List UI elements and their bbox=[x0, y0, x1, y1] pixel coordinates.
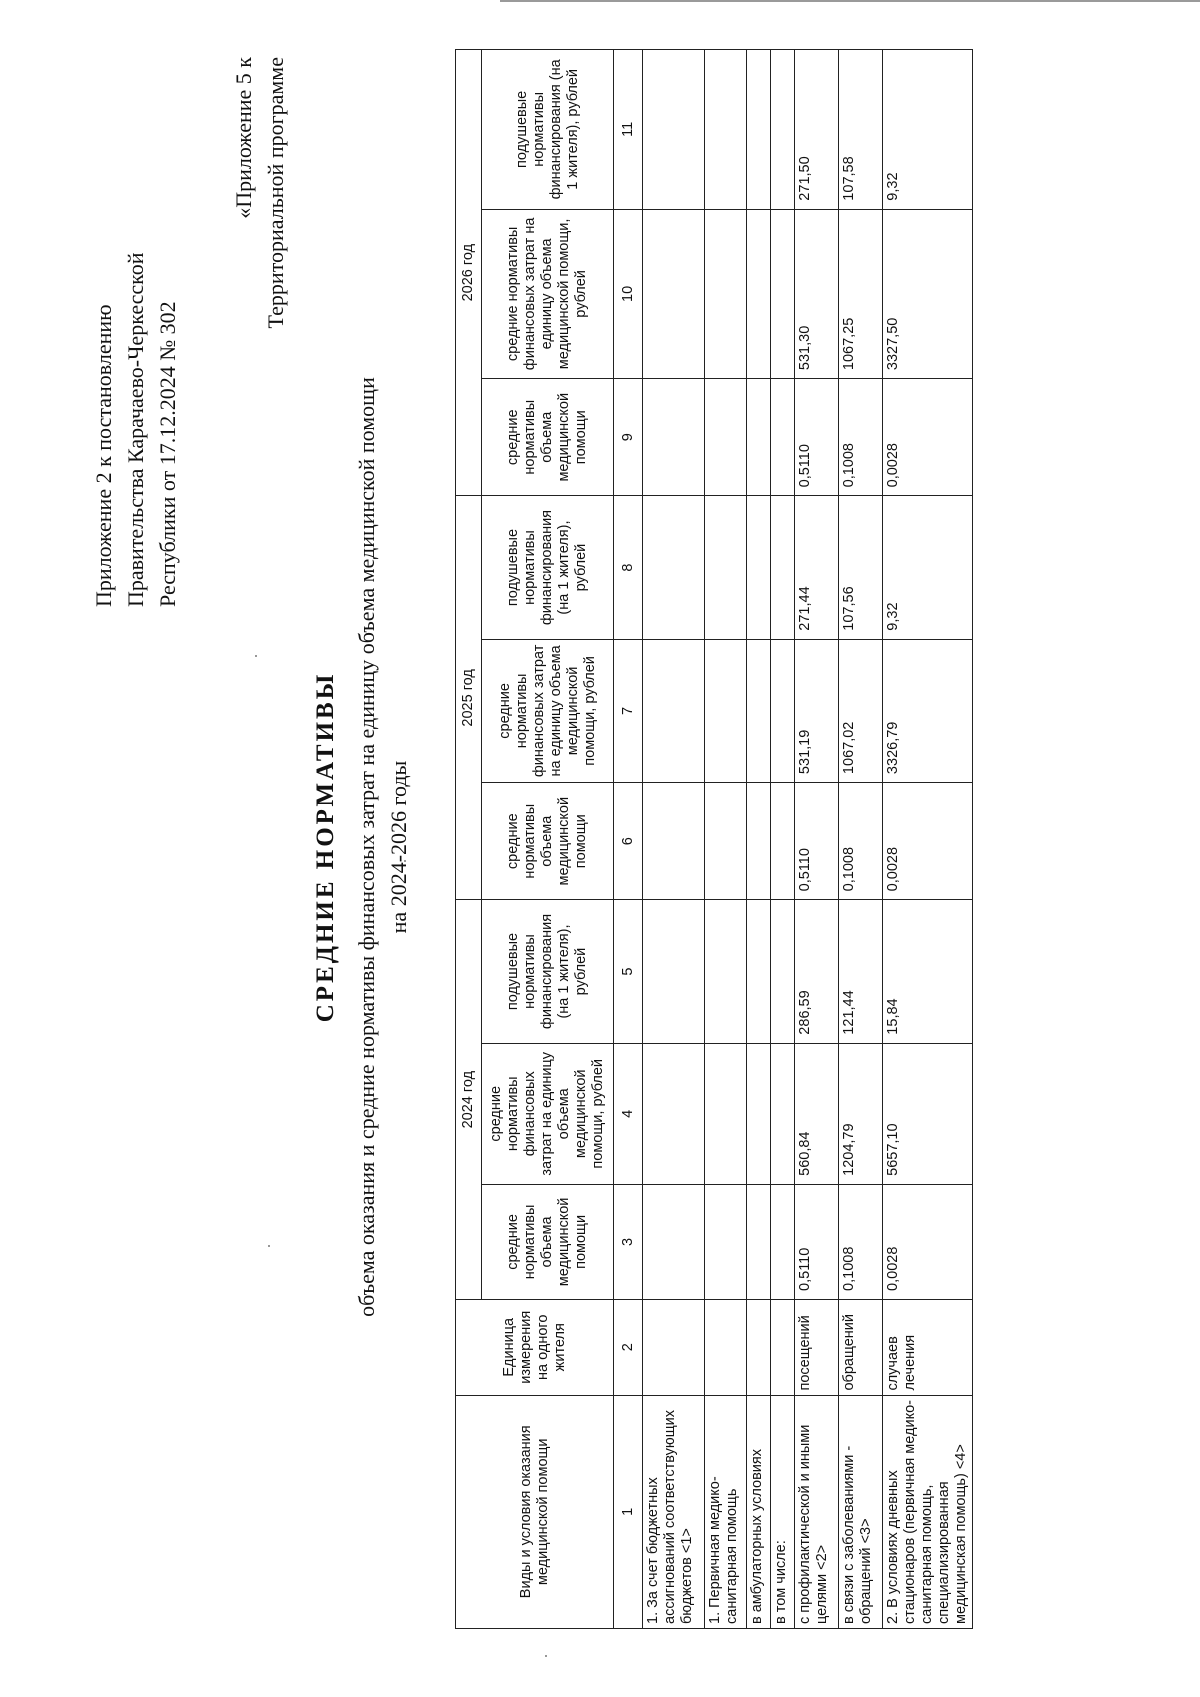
cell-value bbox=[705, 209, 747, 378]
header-percapita-2025: подушевые нормативы финансирования (на 1 жителя), рублей bbox=[482, 496, 614, 639]
header-unit: Единица измерения на одного жителя bbox=[456, 1299, 614, 1395]
row-unit bbox=[747, 1299, 771, 1395]
approval-line: Приложение 2 к постановлению bbox=[91, 304, 116, 607]
table-row bbox=[795, 50, 839, 1629]
cell-value: 9,32 bbox=[883, 496, 973, 639]
header-percapita-2024: подушевые нормативы финансирования (на 1 жителя), рублей bbox=[482, 900, 614, 1043]
cell-value bbox=[747, 1184, 771, 1299]
cell-value: 0,5110 bbox=[795, 1184, 839, 1299]
cell-value: 107,56 bbox=[839, 496, 883, 639]
cell-value: 286,59 bbox=[795, 900, 839, 1043]
header-percapita-2026: подушевые нормативы финансирования (на 1 жителя), рублей bbox=[482, 50, 614, 210]
cell-value bbox=[643, 209, 705, 378]
cell-value bbox=[771, 379, 795, 496]
cell-value bbox=[771, 496, 795, 639]
cell-value bbox=[771, 639, 795, 782]
cell-value bbox=[705, 783, 747, 900]
cell-value bbox=[747, 1043, 771, 1184]
row-kind: в амбулаторных условиях bbox=[747, 1395, 771, 1628]
cell-value: 1204,79 bbox=[839, 1043, 883, 1184]
table-row bbox=[771, 50, 795, 1629]
column-number: 11 bbox=[614, 50, 643, 210]
cell-value bbox=[747, 900, 771, 1043]
column-number: 3 bbox=[614, 1184, 643, 1299]
approval-line: Правительства Карачаево-Черкесской bbox=[123, 252, 148, 607]
cell-value bbox=[705, 1184, 747, 1299]
header-cost-2026: средние нормативы финансовых затрат на единицу объема медицинской помощи, рублей bbox=[482, 209, 614, 378]
cell-value: 1067,25 bbox=[839, 209, 883, 378]
appendix-header bbox=[228, 57, 292, 367]
column-number: 4 bbox=[614, 1043, 643, 1184]
row-kind: в том числе: bbox=[771, 1395, 795, 1628]
table-row bbox=[643, 50, 705, 1629]
cell-value bbox=[771, 783, 795, 900]
cell-value bbox=[643, 783, 705, 900]
cell-value: 3326,79 bbox=[883, 639, 973, 782]
cell-value bbox=[643, 379, 705, 496]
cell-value: 0,0028 bbox=[883, 783, 973, 900]
header-volume-2026: средние нормативы объема медицинской помощи bbox=[482, 379, 614, 496]
approval-header bbox=[88, 87, 184, 607]
cell-value: 121,44 bbox=[839, 900, 883, 1043]
cell-value: 0,5110 bbox=[795, 379, 839, 496]
cell-value: 531,30 bbox=[795, 209, 839, 378]
cell-value: 107,58 bbox=[839, 50, 883, 210]
cell-value bbox=[705, 50, 747, 210]
appendix-line: Территориальной программе bbox=[263, 57, 288, 329]
row-unit bbox=[771, 1299, 795, 1395]
cell-value: 271,44 bbox=[795, 496, 839, 639]
column-number: 7 bbox=[614, 639, 643, 782]
column-number: 1 bbox=[614, 1395, 643, 1628]
cell-value bbox=[643, 1043, 705, 1184]
cell-value bbox=[705, 639, 747, 782]
row-unit: случаев лечения bbox=[883, 1299, 973, 1395]
cell-value bbox=[771, 900, 795, 1043]
row-unit: посещений bbox=[795, 1299, 839, 1395]
cell-value: 15,84 bbox=[883, 900, 973, 1043]
cell-value bbox=[771, 209, 795, 378]
cell-value: 5657,10 bbox=[883, 1043, 973, 1184]
cell-value: 0,5110 bbox=[795, 783, 839, 900]
cell-value bbox=[643, 496, 705, 639]
table-row bbox=[705, 50, 747, 1629]
column-number: 2 bbox=[614, 1299, 643, 1395]
column-number: 5 bbox=[614, 900, 643, 1043]
header-cost-2025: средние нормативы финансовых затрат на единицу объема медицинской помощи, рублей bbox=[482, 639, 614, 782]
cell-value: 0,1008 bbox=[839, 379, 883, 496]
cell-value bbox=[771, 1184, 795, 1299]
cell-value: 0,1008 bbox=[839, 1184, 883, 1299]
row-kind: в связи с заболеваниями - обращений <3> bbox=[839, 1395, 883, 1628]
cell-value: 0,1008 bbox=[839, 783, 883, 900]
header-year-2026: 2026 год bbox=[456, 50, 482, 496]
cell-value: 3327,50 bbox=[883, 209, 973, 378]
cell-value bbox=[771, 50, 795, 210]
cell-value: 0,0028 bbox=[883, 1184, 973, 1299]
cell-value: 560,84 bbox=[795, 1043, 839, 1184]
cell-value bbox=[705, 1043, 747, 1184]
cell-value bbox=[747, 496, 771, 639]
cell-value bbox=[643, 50, 705, 210]
cell-value bbox=[643, 900, 705, 1043]
cell-value bbox=[643, 639, 705, 782]
column-number: 9 bbox=[614, 379, 643, 496]
norms-table bbox=[455, 49, 973, 1629]
cell-value bbox=[705, 379, 747, 496]
header-cost-2024: средние нормативы финансовых затрат на единицу объема медицинской помощи, рублей bbox=[482, 1043, 614, 1184]
header-year-2024: 2024 год bbox=[456, 900, 482, 1300]
cell-value bbox=[705, 900, 747, 1043]
cell-value bbox=[747, 209, 771, 378]
column-number-row bbox=[614, 50, 643, 1629]
row-kind: с профилактической и иными целями <2> bbox=[795, 1395, 839, 1628]
header-volume-2024: средние нормативы объема медицинской помощи bbox=[482, 1184, 614, 1299]
cell-value bbox=[771, 1043, 795, 1184]
row-unit: обращений bbox=[839, 1299, 883, 1395]
document-title: СРЕДНИЕ НОРМАТИВЫ bbox=[312, 671, 339, 1023]
cell-value: 9,32 bbox=[883, 50, 973, 210]
row-unit bbox=[705, 1299, 747, 1395]
table-row bbox=[747, 50, 771, 1629]
header-volume-2025: средние нормативы объема медицинской помощи bbox=[482, 783, 614, 900]
cell-value: 0,0028 bbox=[883, 379, 973, 496]
table-row bbox=[839, 50, 883, 1629]
header-year-2025: 2025 год bbox=[456, 496, 482, 900]
cell-value bbox=[705, 496, 747, 639]
row-kind: 1. За счет бюджетных ассигнований соответствующих бюджетов <1> bbox=[643, 1395, 705, 1628]
cell-value: 271,50 bbox=[795, 50, 839, 210]
column-number: 10 bbox=[614, 209, 643, 378]
cell-value bbox=[747, 379, 771, 496]
document-period: на 2024-2026 годы bbox=[386, 760, 411, 934]
cell-value bbox=[747, 639, 771, 782]
cell-value bbox=[747, 50, 771, 210]
row-kind: 1. Первичная медико-санитарная помощь bbox=[705, 1395, 747, 1628]
row-kind: 2. В условиях дневных стационаров (первичная медико-санитарная помощь, специализированная медицинская помощь) <4> bbox=[883, 1395, 973, 1628]
cell-value bbox=[747, 783, 771, 900]
column-number: 6 bbox=[614, 783, 643, 900]
cell-value bbox=[643, 1184, 705, 1299]
header-kind: Виды и условия оказания медицинской помощи bbox=[456, 1395, 614, 1628]
appendix-line: «Приложение 5 к bbox=[231, 57, 256, 219]
approval-line: Республики от 17.12.2024 № 302 bbox=[155, 301, 180, 607]
column-number: 8 bbox=[614, 496, 643, 639]
document-subtitle: объема оказания и средние нормативы финансовых затрат на единицу объема медицинской помощи bbox=[354, 377, 379, 1317]
cell-value: 531,19 bbox=[795, 639, 839, 782]
table-row bbox=[883, 50, 973, 1629]
row-unit bbox=[643, 1299, 705, 1395]
cell-value: 1067,02 bbox=[839, 639, 883, 782]
